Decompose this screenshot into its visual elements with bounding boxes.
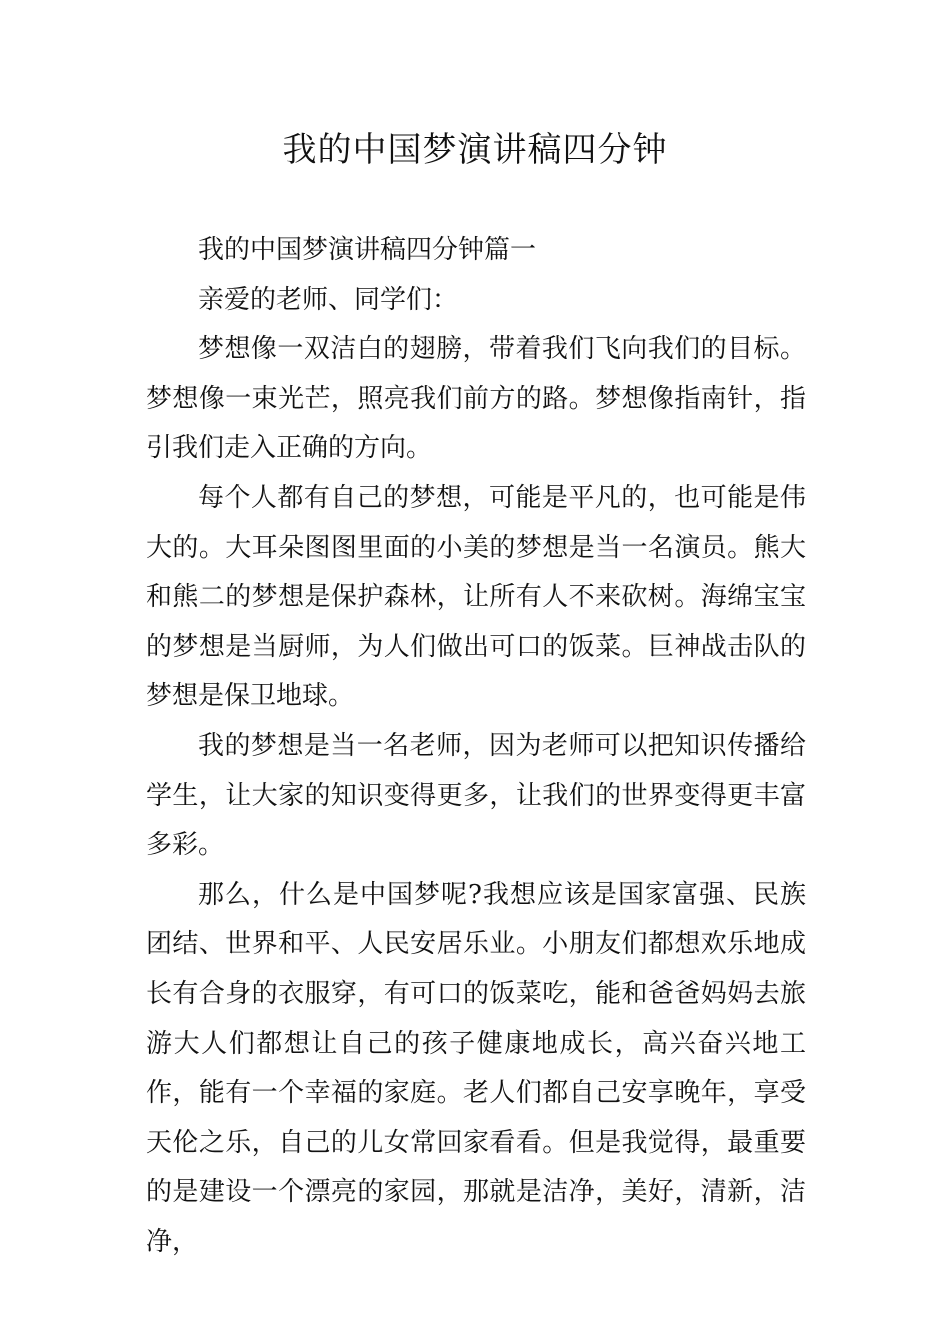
document-body bbox=[146, 226, 806, 1267]
body-paragraph: 梦想像一双洁白的翅膀，带着我们飞向我们的目标。梦想像一束光芒，照亮我们前方的路。梦想像指南针，指引我们走入正确的方向。 bbox=[146, 334, 806, 464]
document-title: 我的中国梦演讲稿四分钟 bbox=[282, 130, 668, 170]
body-paragraph: 那么，什么是中国梦呢?我想应该是国家富强、民族团结、世界和平、人民安居乐业。小朋友们都想欢乐地成长有合身的衣服穿，有可口的饭菜吃，能和爸爸妈妈去旅游大人们都想让自己的孩子健康地成长，高兴奋兴地工作，能有一个幸福的家庭。老人们都自己安享晚年，享受天伦之乐，自己的儿女常回家看看。但是我觉得，最重要的是建设一个漂亮的家园，那就是洁净，美好，清新，洁净， bbox=[146, 879, 806, 1257]
subtitle-paragraph: 我的中国梦演讲稿四分钟篇一 bbox=[198, 235, 537, 265]
body-paragraph: 我的梦想是当一名老师，因为老师可以把知识传播给学生，让大家的知识变得更多，让我们的世界变得更丰富多彩。 bbox=[146, 730, 806, 861]
greeting-paragraph: 亲爱的老师、同学们： bbox=[198, 284, 459, 315]
body-paragraph: 每个人都有自己的梦想，可能是平凡的，也可能是伟大的。大耳朵图图里面的小美的梦想是当一名演员。熊大和熊二的梦想是保护森林，让所有人不来砍树。海绵宝宝的梦想是当厨师，为人们做出可口的饭菜。巨神战击队的梦想是保卫地球。 bbox=[146, 482, 806, 712]
